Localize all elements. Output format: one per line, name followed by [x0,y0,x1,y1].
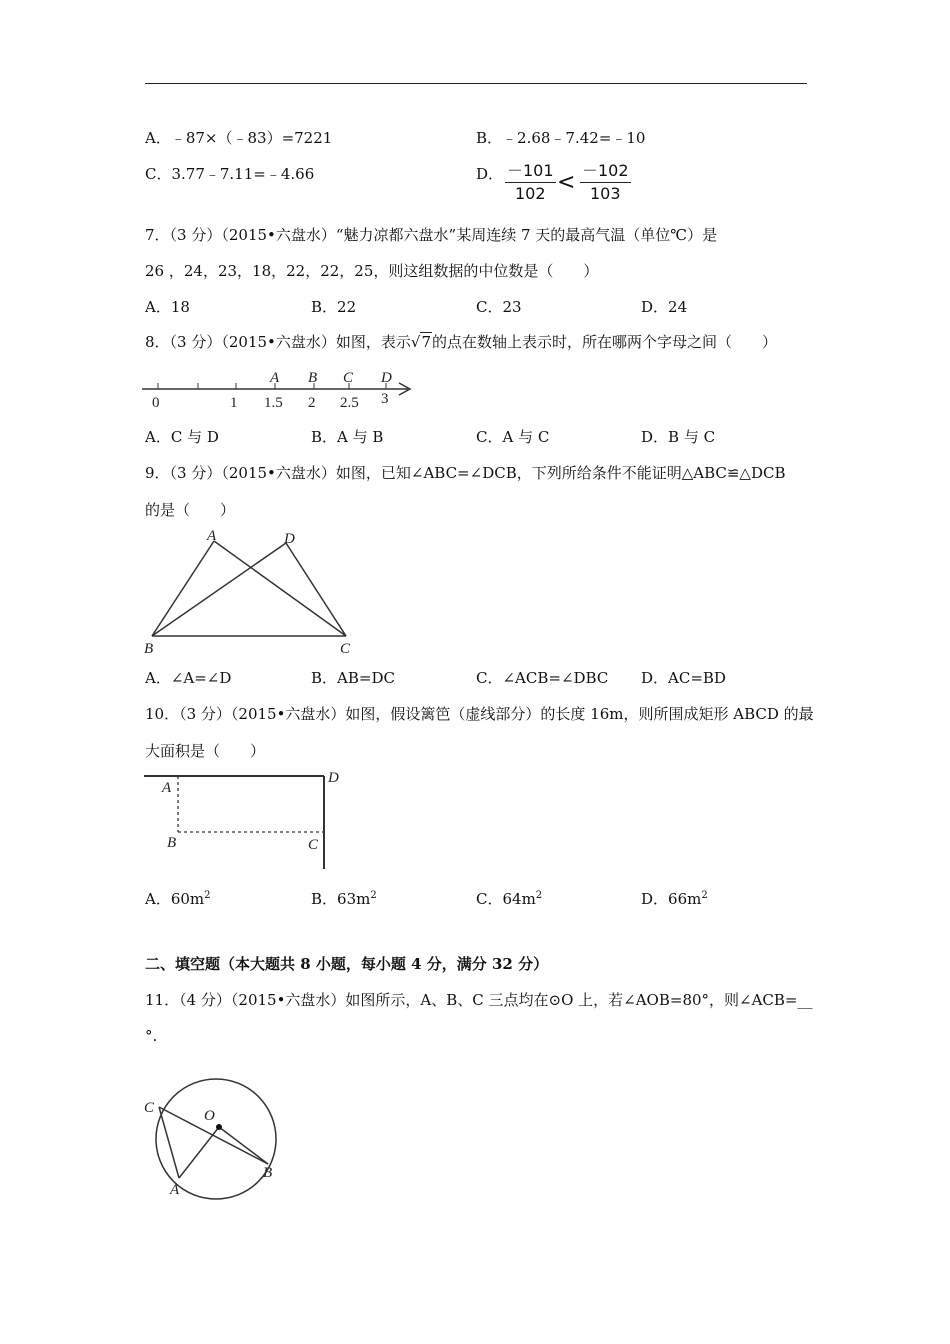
q9-stem-line1: 9．（3 分）（2015•六盘水）如图，已知∠ABC=∠DCB，下列所给条件不能证明△ABC≌△DCB [145,464,786,482]
segment-ob [219,1127,268,1164]
q6-option-b: B．﹣2.68﹣7.42=﹣10 [476,129,646,147]
q6-option-d-less-than: < [557,170,576,195]
vertex-label-a: A [162,780,172,796]
point-label-o: O [204,1108,215,1124]
axis-label-1: 1 [230,395,238,411]
q10-option-b [311,886,377,909]
q10-option-d [641,886,708,909]
q10-stem-line2: 大面积是（ ） [145,742,266,760]
q9-option-c: C．∠ACB=∠DBC [476,669,609,687]
segment-bd [152,543,286,636]
axis-label-2: 2 [308,395,316,411]
fraction-numerator: －101 [505,162,556,183]
unit-exponent: 2 [370,890,377,901]
sqrt-radicand: 7 [421,333,431,351]
option-text: D．66m [641,890,702,908]
unit-exponent: 2 [535,890,543,901]
option-text: C．64m [476,890,536,908]
q10-option-a [145,886,211,909]
q8-option-c: C．A 与 C [476,428,550,446]
unit-exponent: 2 [204,890,211,901]
q9-stem-line2: 的是（ ） [145,501,236,519]
q7-stem-line2: 26 ，24，23，18，22，22，25，则这组数据的中位数是（ ） [145,262,599,280]
axis-label-1-5: 1.5 [264,395,283,411]
segment-ca [159,1107,179,1178]
q10-option-c [476,886,542,909]
q11-circle-figure [140,1090,300,1200]
axis-letter-c: C [343,370,354,386]
q7-option-a: A．18 [145,298,190,316]
q8-number-line-figure [140,365,420,415]
q8-stem [145,332,777,352]
axis-label-0: 0 [152,395,160,411]
q9-option-d: D．AC=BD [641,669,726,687]
option-text: A．60m [145,890,205,908]
option-text: B．63m [311,890,371,908]
q11-stem-line2: °. [145,1027,158,1045]
fraction-numerator: －102 [580,162,631,183]
q9-option-a: A．∠A=∠D [145,669,232,687]
fraction-denominator: 102 [515,184,546,203]
segment-ac [214,541,346,636]
q9-triangle-figure [140,528,360,658]
section-2-heading: 二、填空题（本大题共 8 小题，每小题 4 分，满分 32 分） [145,955,549,973]
point-label-a: A [170,1182,180,1198]
axis-letter-b: B [308,370,318,386]
q8-option-a: A．C 与 D [145,428,219,446]
q8-option-d: D．B 与 C [641,428,716,446]
page-top-rule [145,83,807,84]
vertex-label-c: C [308,837,319,853]
q8-stem-part2: 的点在数轴上表示时，所在哪两个字母之间（ ） [432,333,778,351]
q7-option-b: B．22 [311,298,357,316]
unit-exponent: 2 [701,890,708,901]
circle-o [156,1079,276,1199]
segment-ao [179,1127,219,1178]
center-point [216,1124,222,1130]
vertex-label-a: A [207,528,217,544]
segment-dc [286,543,346,636]
fraction-denominator: 103 [590,184,621,203]
q10-rectangle-figure [140,765,360,875]
vertex-label-d: D [328,770,339,786]
point-label-b: B [263,1165,273,1181]
axis-letter-a: A [270,370,280,386]
q8-option-b: B．A 与 B [311,428,384,446]
q6-option-d-fraction-2 [580,162,631,203]
segment-ab [152,541,214,636]
vertex-label-d: D [284,531,295,547]
q6-option-a: A．﹣87×（﹣83）=7221 [145,129,333,147]
q10-stem-line1: 10．（3 分）（2015•六盘水）如图，假设篱笆（虚线部分）的长度 16m，则所围成矩形 ABCD 的最 [145,705,814,723]
q7-option-d: D．24 [641,298,688,316]
q11-stem-line1: 11．（4 分）（2015•六盘水）如图所示，A、B、C 三点均在⊙O 上，若∠AOB=80°，则∠ACB=__ [145,991,813,1009]
q7-option-c: C．23 [476,298,522,316]
sqrt-symbol: √ [410,333,421,351]
axis-label-3: 3 [381,391,389,407]
q8-stem-part1: 8．（3 分）（2015•六盘水）如图，表示 [145,333,411,351]
vertex-label-b: B [167,835,177,851]
axis-label-2-5: 2.5 [340,395,359,411]
vertex-label-c: C [340,641,351,657]
q6-option-c: C．3.77﹣7.11=﹣4.66 [145,165,315,183]
q7-stem-line1: 7．（3 分）（2015•六盘水）“魅力凉都六盘水”某周连续 7 天的最高气温（单位℃）是 [145,226,718,244]
axis-letter-d: D [381,370,392,386]
q6-option-d-prefix: D． [476,165,504,183]
q9-option-b: B．AB=DC [311,669,395,687]
q6-option-d-fraction-1 [505,162,556,203]
vertex-label-b: B [144,641,154,657]
point-label-c: C [144,1100,155,1116]
